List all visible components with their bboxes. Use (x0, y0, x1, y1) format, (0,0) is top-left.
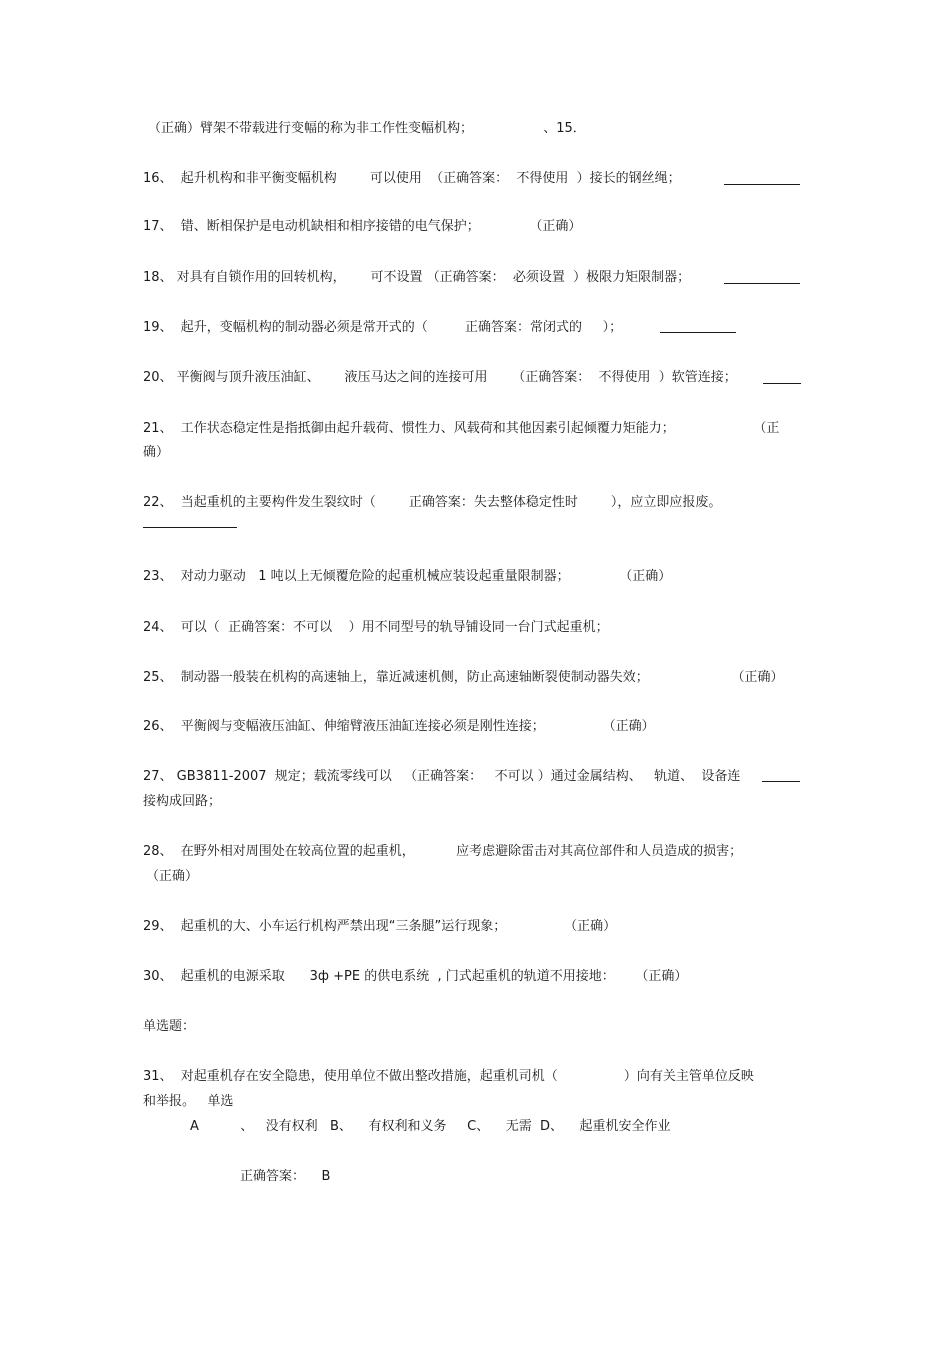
question-17: 17、 错、断相保护是电动机缺相和相序接错的电气保护； （正确） (143, 219, 582, 234)
question-27-line-1: 27、 GB3811-2007 规定；载流零线可以 （正确答案： 不可以 ）通过金属结构、 轨道、 设备连 (143, 769, 741, 784)
answer-blank-22 (143, 515, 237, 528)
question-23: 23、 对动力驱动 1 吨以上无倾覆危险的起重机械应装设起重量限制器； （正确） (143, 569, 672, 584)
answer-blank-20 (763, 371, 801, 384)
question-31-options: A 、 没有权利 B、 有权利和义务 C、 无需 D、 起重机安全作业 (190, 1119, 671, 1134)
question-22: 22、 当起重机的主要构件发生裂纹时（ 正确答案：失去整体稳定性时 ），应立即应报废。 (143, 495, 722, 510)
question-21-line-2: 确） (143, 445, 170, 460)
answer-blank-16 (724, 172, 800, 185)
question-15-tail: （正确）臂架不带载进行变幅的称为非工作性变幅机构； 、15． (148, 121, 586, 136)
question-26: 26、 平衡阀与变幅液压油缸、伸缩臂液压油缸连接必须是刚性连接； （正确） (143, 719, 655, 734)
question-27-line-2: 接构成回路； (143, 794, 222, 809)
section-title-single-choice: 单选题： (143, 1019, 196, 1034)
question-30: 30、 起重机的电源采取 3ф +PE 的供电系统 , 门式起重机的轨道不用接地： （正确） (143, 969, 688, 984)
question-31-line-1: 31、 对起重机存在安全隐患，使用单位不做出整改措施，起重机司机（ ）向有关主管单位反映 (143, 1069, 754, 1084)
question-25: 25、 制动器一般装在机构的高速轴上，靠近减速机侧，防止高速轴断裂使制动器失效； （正确） (143, 670, 784, 685)
question-28-line-1: 28、 在野外相对周围处在较高位置的起重机， 应考虑避除雷击对其高位部件和人员造成的损害； (143, 844, 743, 859)
question-31-answer: 正确答案： B (240, 1169, 331, 1184)
answer-blank-18 (724, 271, 800, 284)
question-24: 24、 可以（ 正确答案：不可以 ）用不同型号的轨导铺设同一台门式起重机； (143, 620, 609, 635)
question-20: 20、 平衡阀与顶升液压油缸、 液压马达之间的连接可用 （正确答案： 不得使用 ）软管连接； (143, 370, 737, 385)
question-18: 18、 对具有自锁作用的回转机构， 可不设置 （正确答案： 必须设置 ）极限力矩限制器； (143, 270, 691, 285)
question-16: 16、 起升机构和非平衡变幅机构 可以使用 （正确答案： 不得使用 ）接长的钢丝绳； (143, 171, 681, 186)
question-21-line-1: 21、 工作状态稳定性是指抵御由起升载荷、惯性力、风载荷和其他因素引起倾覆力矩能力； （正 (143, 421, 780, 436)
question-19: 19、 起升，变幅机构的制动器必须是常开式的（ 正确答案：常闭式的 ）； (143, 320, 623, 335)
question-28-line-2: （正确） (146, 869, 199, 884)
question-31-line-2: 和举报。 单选 (143, 1094, 234, 1109)
question-29: 29、 起重机的大、小车运行机构严禁出现“三条腿”运行现象； （正确） (143, 919, 617, 934)
answer-blank-27 (762, 769, 800, 782)
answer-blank-19 (660, 320, 736, 333)
